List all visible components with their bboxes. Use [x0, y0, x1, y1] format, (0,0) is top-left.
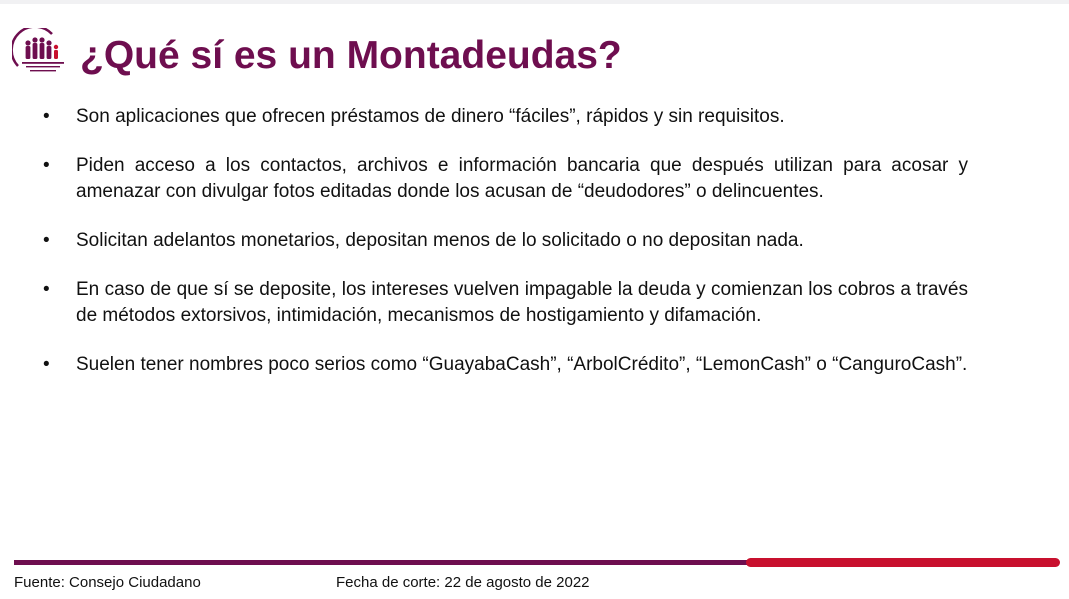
consejo-ciudadano-logo-icon: [12, 28, 70, 78]
bullet-text: Solicitan adelantos monetarios, depositan menos de lo solicitado o no depositan nada.: [76, 230, 804, 251]
top-divider: [0, 0, 1069, 4]
footer-bar-red: [746, 558, 1060, 567]
bullet-icon: •: [43, 279, 50, 300]
footer-divider: [14, 558, 1060, 567]
bullet-text: En caso de que sí se deposite, los intereses vuelven impagable la deuda y comienzan los cobros a través de métodos extorsivos, intimidación, mecanismos de hostigamiento y difamación.: [76, 279, 968, 326]
bullet-item: [40, 352, 968, 378]
bullet-text: Piden acceso a los contactos, archivos e información bancaria que después utilizan para acosar y amenazar con divulgar fotos editadas donde los acusan de “deudodores” o delincuentes.: [76, 155, 968, 202]
bullet-icon: •: [43, 155, 50, 176]
bullet-icon: •: [43, 106, 50, 127]
bullet-item: [40, 228, 968, 254]
bullet-text: Son aplicaciones que ofrecen préstamos de dinero “fáciles”, rápidos y sin requisitos.: [76, 106, 785, 127]
bullet-icon: •: [43, 354, 50, 375]
bullet-icon: •: [43, 230, 50, 251]
bullet-list: [40, 104, 968, 401]
bullet-item: [40, 277, 968, 329]
footer-date: Fecha de corte: 22 de agosto de 2022: [336, 574, 590, 591]
bullet-text: Suelen tener nombres poco serios como “GuayabaCash”, “ArbolCrédito”, “LemonCash” o “CanguroCash”.: [76, 354, 968, 375]
footer-source: Fuente: Consejo Ciudadano: [14, 574, 201, 591]
footer-bar-purple: [14, 560, 754, 565]
bullet-item: [40, 104, 968, 130]
bullet-item: [40, 153, 968, 205]
slide-title: ¿Qué sí es un Montadeudas?: [80, 34, 622, 77]
